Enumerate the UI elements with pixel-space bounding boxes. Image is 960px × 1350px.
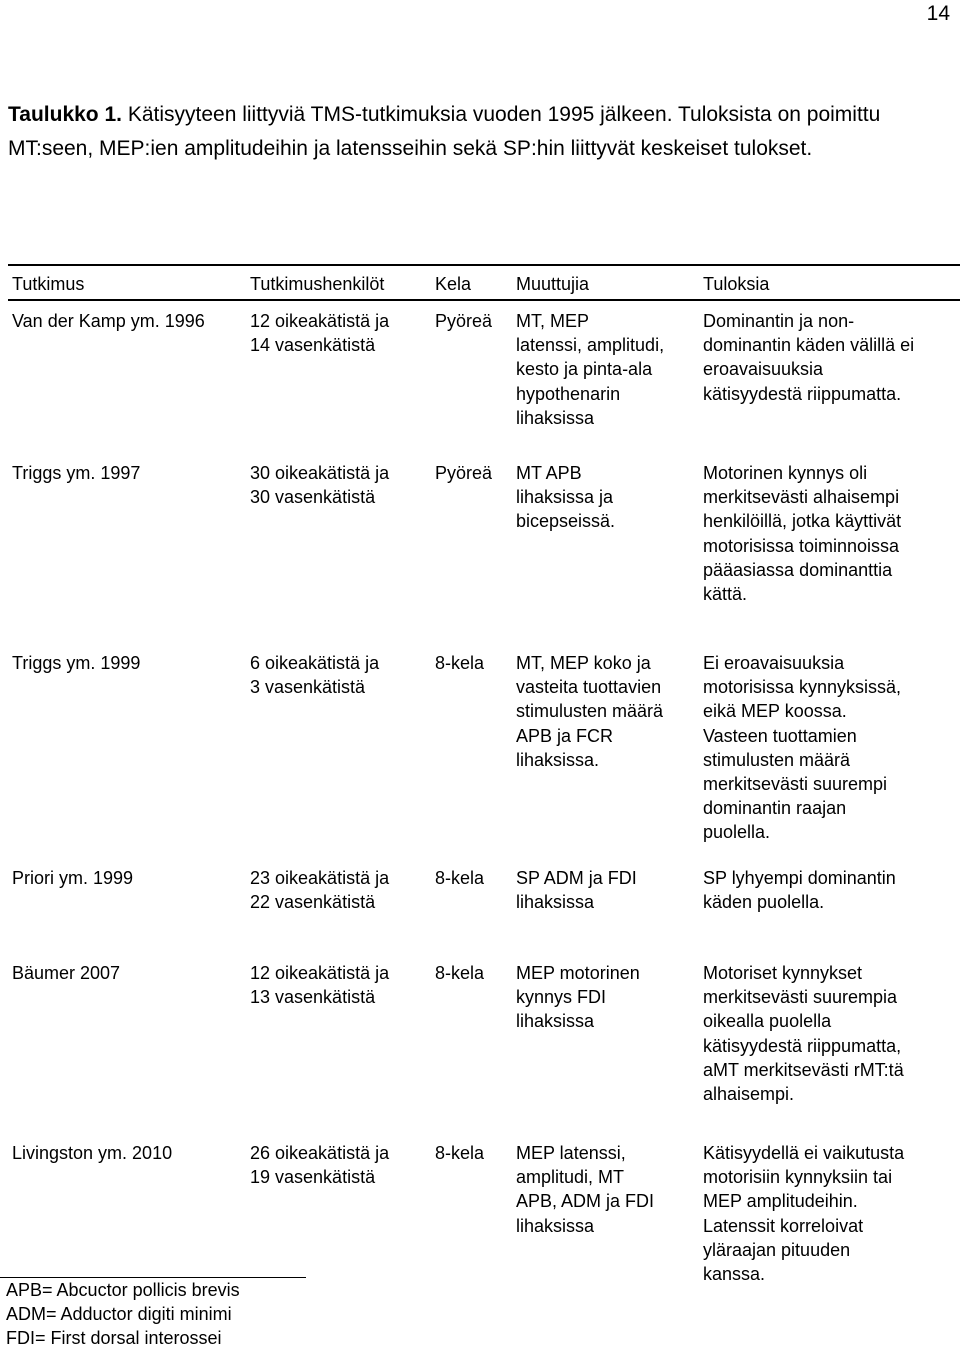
variables-cell-line: MT, MEP koko ja xyxy=(516,653,651,673)
study-cell xyxy=(12,651,140,675)
results-cell-line: kanssa. xyxy=(703,1264,766,1285)
study-cell-line: Livingston ym. 2010 xyxy=(12,1143,173,1163)
results-cell-line: Dominantin ja non- xyxy=(703,311,855,331)
variables-cell-line: APB ja FCR xyxy=(516,725,614,746)
caption-text: Kätisyyteen liittyviä TMS-tutkimuksia vuoden 1995 jälkeen. Tuloksista on poimittu MT:seen, MEP:ien amplitudeihin ja latensseihin sekä SP:hin liittyvät keskeiset tulokset. xyxy=(8,103,881,160)
caption-label: Taulukko 1. xyxy=(8,103,122,126)
results-cell-line: pääasiassa dominanttia xyxy=(703,559,893,580)
results-cell-line: merkitsevästi alhaisempi xyxy=(703,487,900,508)
results-cell-line: motorisissa kynnyksissä, xyxy=(703,677,902,698)
variables-cell-line: lihaksissa xyxy=(516,407,595,428)
coil-cell-line: Pyöreä xyxy=(435,311,493,331)
results-cell-line: yläraajan pituuden xyxy=(703,1239,851,1260)
results-cell-line: eikä MEP koossa. xyxy=(703,701,847,722)
variables-cell-line: lihaksissa xyxy=(516,892,595,913)
variables-cell xyxy=(516,961,640,1034)
footnotes xyxy=(0,1277,306,1350)
study-cell xyxy=(12,309,205,333)
subjects-cell-line: 13 vasenkätistä xyxy=(250,987,376,1008)
table-caption xyxy=(8,98,952,166)
subjects-cell-line: 12 oikeakätistä ja xyxy=(250,963,390,983)
coil-cell-line: 8-kela xyxy=(435,1143,485,1163)
subjects-cell-line: 19 vasenkätistä xyxy=(250,1167,376,1188)
subjects-cell-line: 26 oikeakätistä ja xyxy=(250,1143,390,1163)
footnote-apb: APB= Abcuctor pollicis brevis xyxy=(6,1280,240,1300)
page-number: 14 xyxy=(926,2,950,25)
results-cell xyxy=(703,461,901,606)
header-variables: Muuttujia xyxy=(516,274,590,294)
results-cell-line: SP lyhyempi dominantin xyxy=(703,868,896,888)
results-cell xyxy=(703,866,896,914)
results-cell-line: alhaisempi. xyxy=(703,1084,795,1105)
footnote-fdi: FDI= First dorsal interossei xyxy=(6,1328,222,1348)
header-subjects: Tutkimushenkilöt xyxy=(250,274,385,294)
study-cell-line: Triggs ym. 1999 xyxy=(12,653,141,673)
subjects-cell xyxy=(250,309,389,357)
study-cell xyxy=(12,461,140,485)
subjects-cell-line: 23 oikeakätistä ja xyxy=(250,868,390,888)
study-cell-line: Bäumer 2007 xyxy=(12,963,121,983)
subjects-cell xyxy=(250,651,379,699)
results-cell-line: Motoriset kynnykset xyxy=(703,963,863,983)
subjects-cell-line: 6 oikeakätistä ja xyxy=(250,653,380,673)
results-cell-line: motorisissa toiminnoissa xyxy=(703,535,900,556)
variables-cell-line: lihaksissa ja xyxy=(516,487,614,508)
variables-cell-line: bicepseissä. xyxy=(516,511,616,532)
variables-cell xyxy=(516,461,615,534)
results-cell-line: kätisyydestä riippumatta, xyxy=(703,1035,902,1056)
variables-cell-line: vasteita tuottavien xyxy=(516,677,662,698)
results-cell-line: henkilöillä, jotka käyttivät xyxy=(703,511,902,532)
results-cell-line: Kätisyydellä ei vaikutusta xyxy=(703,1143,905,1163)
subjects-cell-line: 14 vasenkätistä xyxy=(250,335,376,356)
results-cell-line: kätisyydestä riippumatta. xyxy=(703,383,902,404)
variables-cell-line: SP ADM ja FDI xyxy=(516,868,637,888)
results-cell-line: Latenssit korreloivat xyxy=(703,1215,864,1236)
results-cell-line: kättä. xyxy=(703,584,748,605)
study-cell xyxy=(12,866,133,890)
coil-cell xyxy=(435,309,492,333)
coil-cell xyxy=(435,1141,484,1165)
variables-cell-line: lihaksissa xyxy=(516,1215,595,1236)
variables-cell-line: lihaksissa. xyxy=(516,749,600,770)
results-cell-line: Ei eroavaisuuksia xyxy=(703,653,845,673)
variables-cell-line: hypothenarin xyxy=(516,383,621,404)
results-cell-line: eroavaisuuksia xyxy=(703,359,824,380)
results-cell xyxy=(703,651,901,845)
subjects-cell xyxy=(250,961,389,1009)
results-cell xyxy=(703,1141,904,1286)
coil-cell xyxy=(435,651,484,675)
variables-cell-line: MT APB xyxy=(516,463,582,483)
variables-cell-line: stimulusten määrä xyxy=(516,701,664,722)
subjects-cell-line: 30 vasenkätistä xyxy=(250,487,376,508)
results-cell-line: merkitsevästi suurempia xyxy=(703,987,898,1008)
header-coil: Kela xyxy=(435,274,472,294)
subjects-cell-line: 30 oikeakätistä ja xyxy=(250,463,390,483)
results-cell-line: Vasteen tuottamien xyxy=(703,725,857,746)
variables-cell xyxy=(516,651,663,772)
subjects-cell-line: 22 vasenkätistä xyxy=(250,892,376,913)
coil-cell xyxy=(435,461,492,485)
variables-cell-line: kynnys FDI xyxy=(516,987,607,1008)
subjects-cell-line: 12 oikeakätistä ja xyxy=(250,311,390,331)
results-cell-line: puolella. xyxy=(703,822,771,843)
results-cell-line: käden puolella. xyxy=(703,892,825,913)
variables-cell-line: MEP latenssi, xyxy=(516,1143,626,1163)
results-cell-line: dominantin käden välillä ei xyxy=(703,335,915,356)
variables-cell-line: MEP motorinen xyxy=(516,963,640,983)
variables-cell-line: kesto ja pinta-ala xyxy=(516,359,653,380)
coil-cell-line: 8-kela xyxy=(435,963,485,983)
variables-cell-line: MT, MEP xyxy=(516,311,590,331)
results-cell-line: aMT merkitsevästi rMT:tä xyxy=(703,1059,904,1080)
results-cell-line: oikealla puolella xyxy=(703,1011,832,1032)
header-results: Tuloksia xyxy=(703,274,770,294)
subjects-cell xyxy=(250,461,389,509)
footnote-adm: ADM= Adductor digiti minimi xyxy=(6,1304,232,1324)
variables-cell xyxy=(516,309,664,430)
study-cell-line: Priori ym. 1999 xyxy=(12,868,134,888)
study-cell xyxy=(12,961,120,985)
coil-cell-line: 8-kela xyxy=(435,653,485,673)
subjects-cell xyxy=(250,1141,389,1189)
results-cell-line: Motorinen kynnys oli xyxy=(703,463,868,483)
study-cell-line: Van der Kamp ym. 1996 xyxy=(12,311,205,331)
study-cell-line: Triggs ym. 1997 xyxy=(12,463,141,483)
results-cell xyxy=(703,961,904,1106)
results-cell-line: MEP amplitudeihin. xyxy=(703,1191,858,1212)
variables-cell xyxy=(516,866,637,914)
variables-cell-line: lihaksissa xyxy=(516,1011,595,1032)
variables-cell xyxy=(516,1141,654,1238)
header-study: Tutkimus xyxy=(12,274,85,294)
results-cell-line: merkitsevästi suurempi xyxy=(703,774,888,795)
table-header xyxy=(8,264,960,301)
coil-cell-line: Pyöreä xyxy=(435,463,493,483)
coil-cell xyxy=(435,961,484,985)
variables-cell-line: APB, ADM ja FDI xyxy=(516,1191,655,1212)
subjects-cell xyxy=(250,866,389,914)
coil-cell xyxy=(435,866,484,890)
results-cell xyxy=(703,309,914,406)
variables-cell-line: latenssi, amplitudi, xyxy=(516,335,665,356)
subjects-cell-line: 3 vasenkätistä xyxy=(250,677,366,698)
studies-table xyxy=(8,264,960,1285)
study-cell xyxy=(12,1141,172,1165)
coil-cell-line: 8-kela xyxy=(435,868,485,888)
results-cell-line: dominantin raajan xyxy=(703,798,847,819)
results-cell-line: motorisiin kynnyksiin tai xyxy=(703,1167,893,1188)
variables-cell-line: amplitudi, MT xyxy=(516,1167,625,1188)
results-cell-line: stimulusten määrä xyxy=(703,749,851,770)
